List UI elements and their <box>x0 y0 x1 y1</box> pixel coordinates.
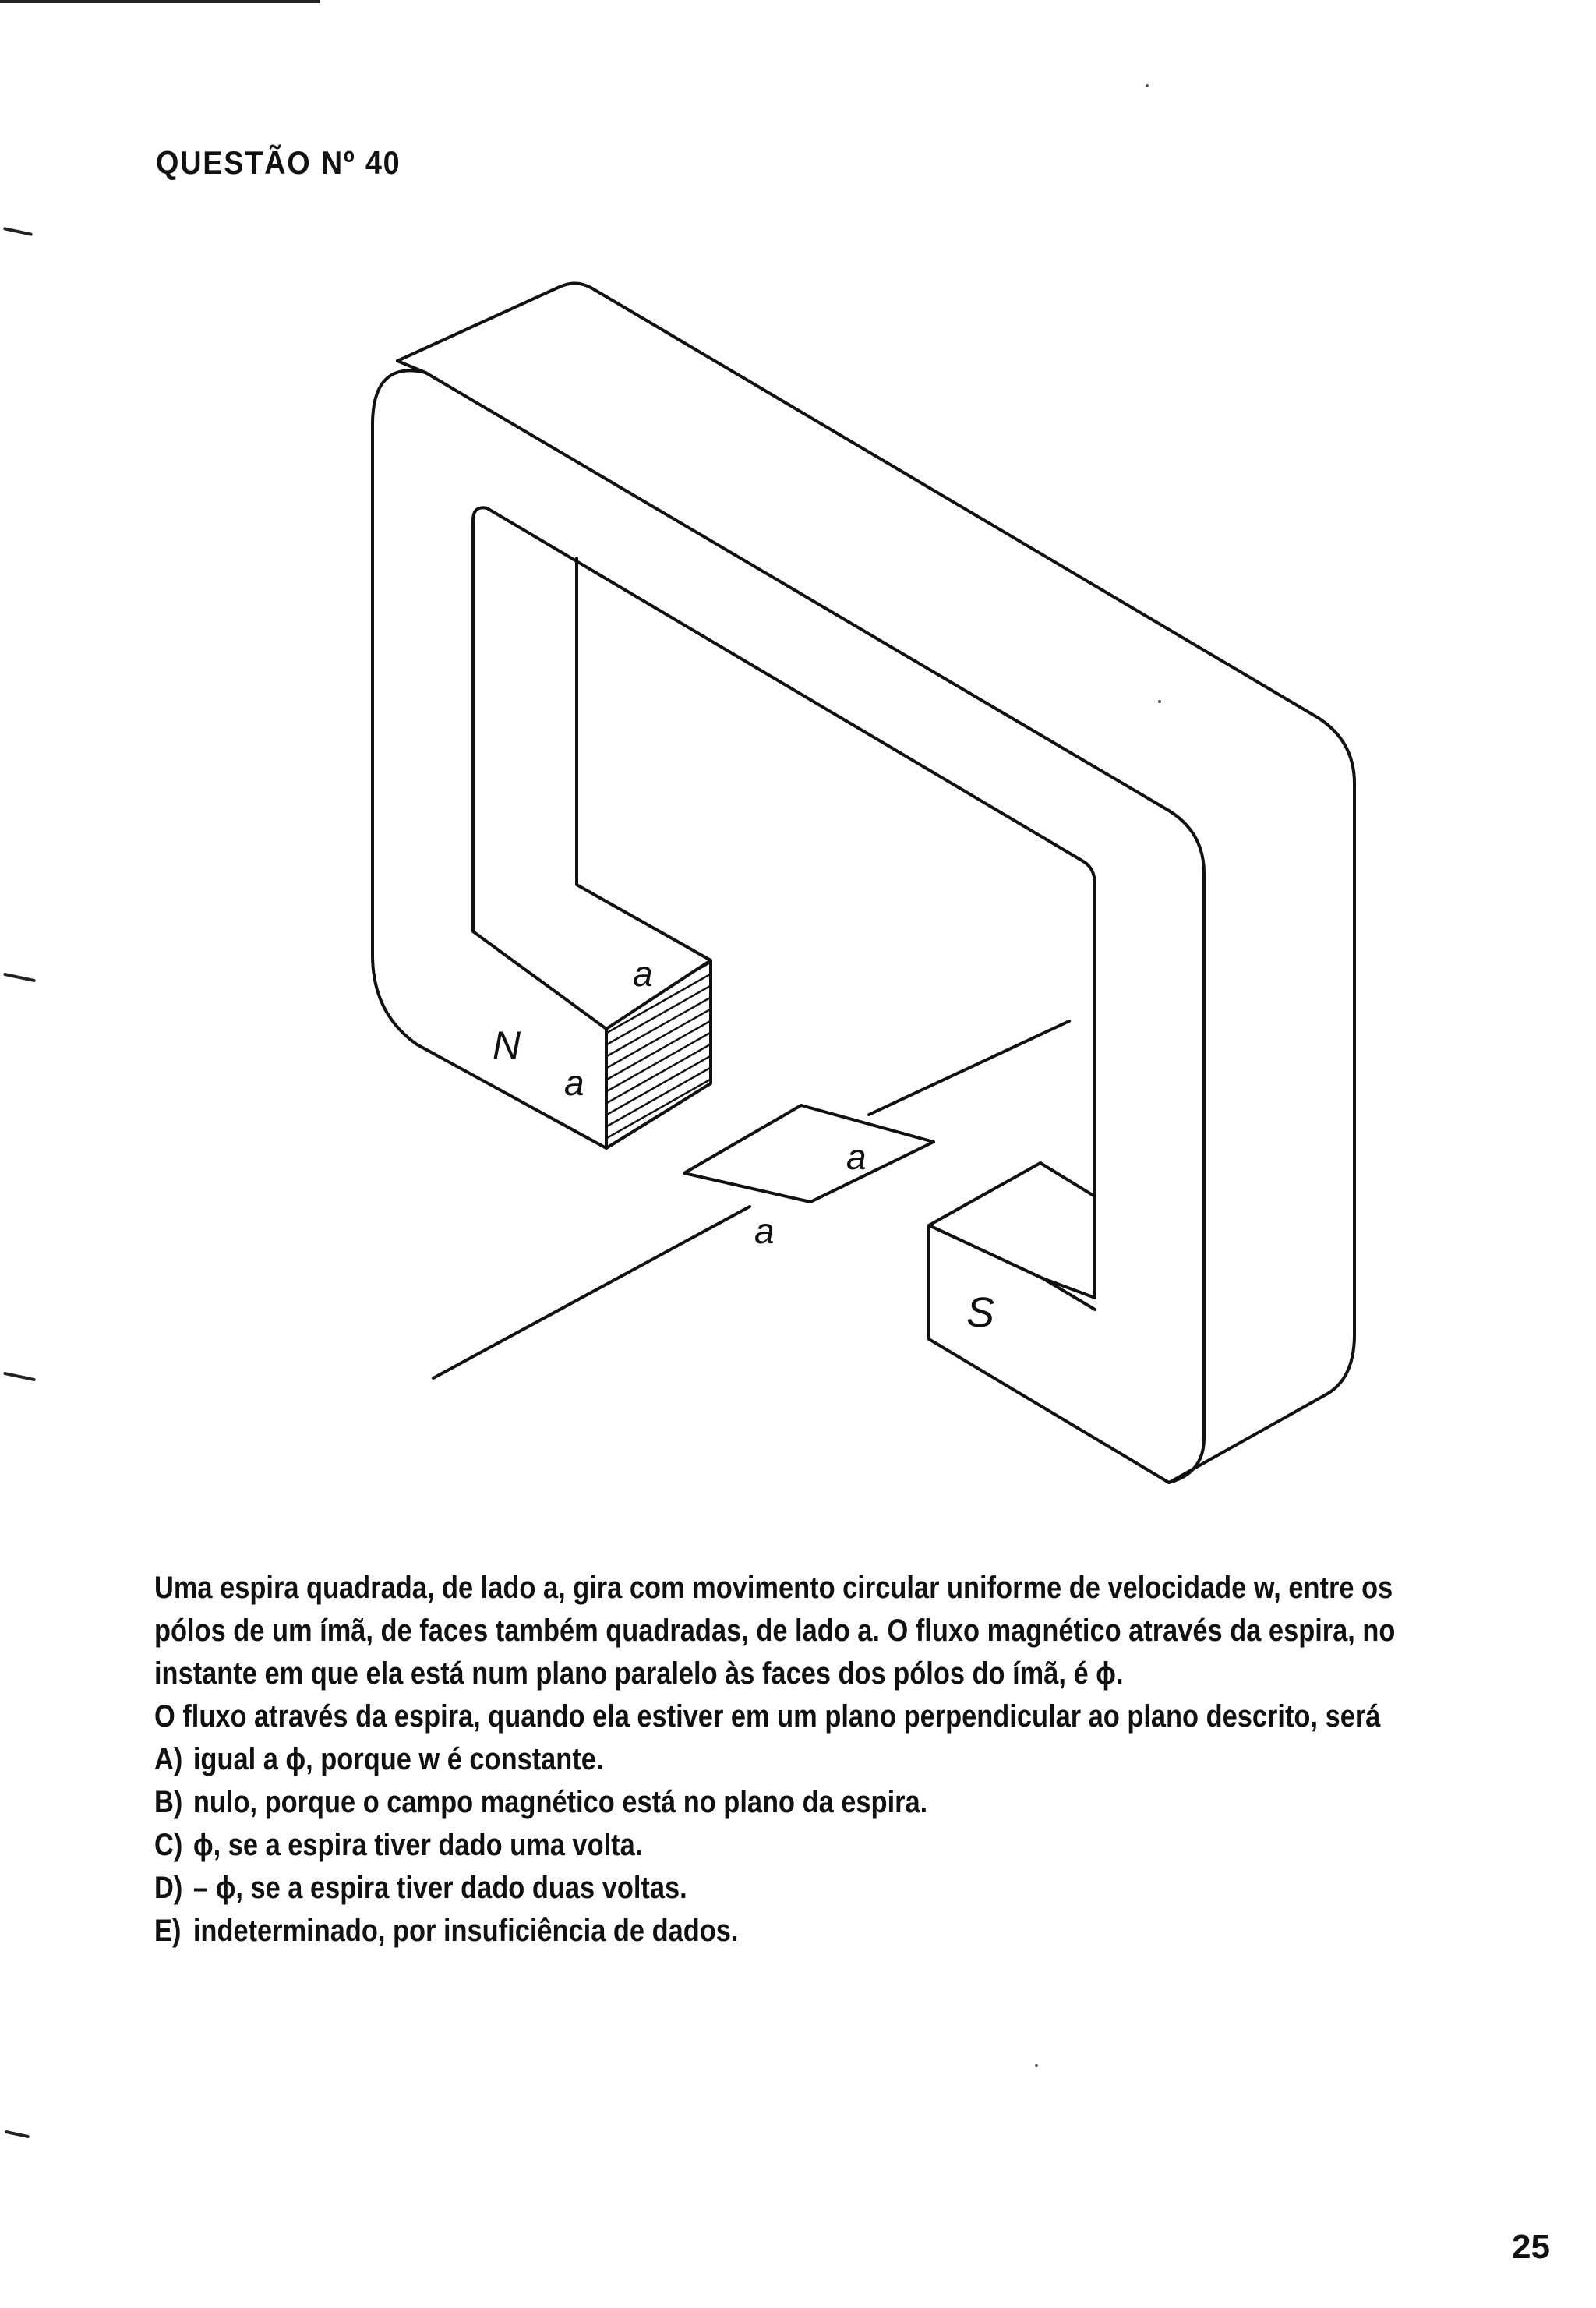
magnet-inner-left <box>473 521 606 1029</box>
square-loop <box>684 1105 934 1202</box>
s-pole-block <box>929 1163 1169 1483</box>
question-title: QUESTÃO Nº 40 <box>156 144 401 181</box>
magnet-left-side <box>373 370 606 1148</box>
option-b[interactable] <box>154 1781 1387 1824</box>
option-d[interactable] <box>154 1867 1387 1910</box>
n-pole-label: N <box>493 1023 521 1067</box>
option-text: nulo, porque o campo magnético está no plano da espira. <box>192 1785 928 1819</box>
page-number: 25 <box>1512 2228 1550 2266</box>
magnet-inner-edge <box>473 507 1095 1298</box>
rotation-axis-front <box>433 1207 750 1378</box>
option-letter: E) <box>154 1914 182 1948</box>
option-letter: B) <box>154 1785 183 1819</box>
question-text <box>154 1567 1396 1953</box>
option-e[interactable] <box>154 1910 1387 1953</box>
option-text: indeterminado, por insuficiência de dados. <box>192 1914 739 1948</box>
option-letter: A) <box>154 1742 183 1776</box>
statement-line: O fluxo através da espira, quando ela estiver em um plano perpendicular ao plano descrito, será <box>154 1699 1381 1734</box>
option-c[interactable] <box>154 1824 1387 1867</box>
magnet-inner-back <box>577 558 711 960</box>
statement-line: Uma espira quadrada, de lado a, gira com movimento circular uniforme de velocidade w, entre os <box>154 1571 1393 1605</box>
side-label-top: a <box>633 953 653 994</box>
option-text: ϕ, se a espira tiver dado uma volta. <box>192 1828 643 1862</box>
option-letter: D) <box>154 1871 183 1905</box>
magnet-outer-edge <box>397 283 1354 1483</box>
option-letter: C) <box>154 1828 183 1862</box>
n-pole-block <box>606 960 711 1148</box>
magnet-front-top-edge <box>425 373 1204 1483</box>
loop-side-label-bottom: a <box>754 1211 775 1251</box>
loop-side-label-right: a <box>846 1136 867 1177</box>
option-a[interactable] <box>154 1738 1387 1781</box>
side-label-left: a <box>564 1062 584 1103</box>
statement-line: instante em que ela está num plano paralelo às faces dos pólos do ímã, é ϕ. <box>154 1656 1124 1691</box>
rotation-axis-back <box>869 1021 1069 1115</box>
option-text: – ϕ, se a espira tiver dado duas voltas. <box>192 1871 687 1905</box>
option-text: igual a ϕ, porque w é constante. <box>192 1742 604 1776</box>
statement-line: pólos de um ímã, de faces também quadradas, de lado a. O fluxo magnético através da espira, no <box>154 1613 1396 1648</box>
s-pole-label: S <box>966 1289 995 1336</box>
